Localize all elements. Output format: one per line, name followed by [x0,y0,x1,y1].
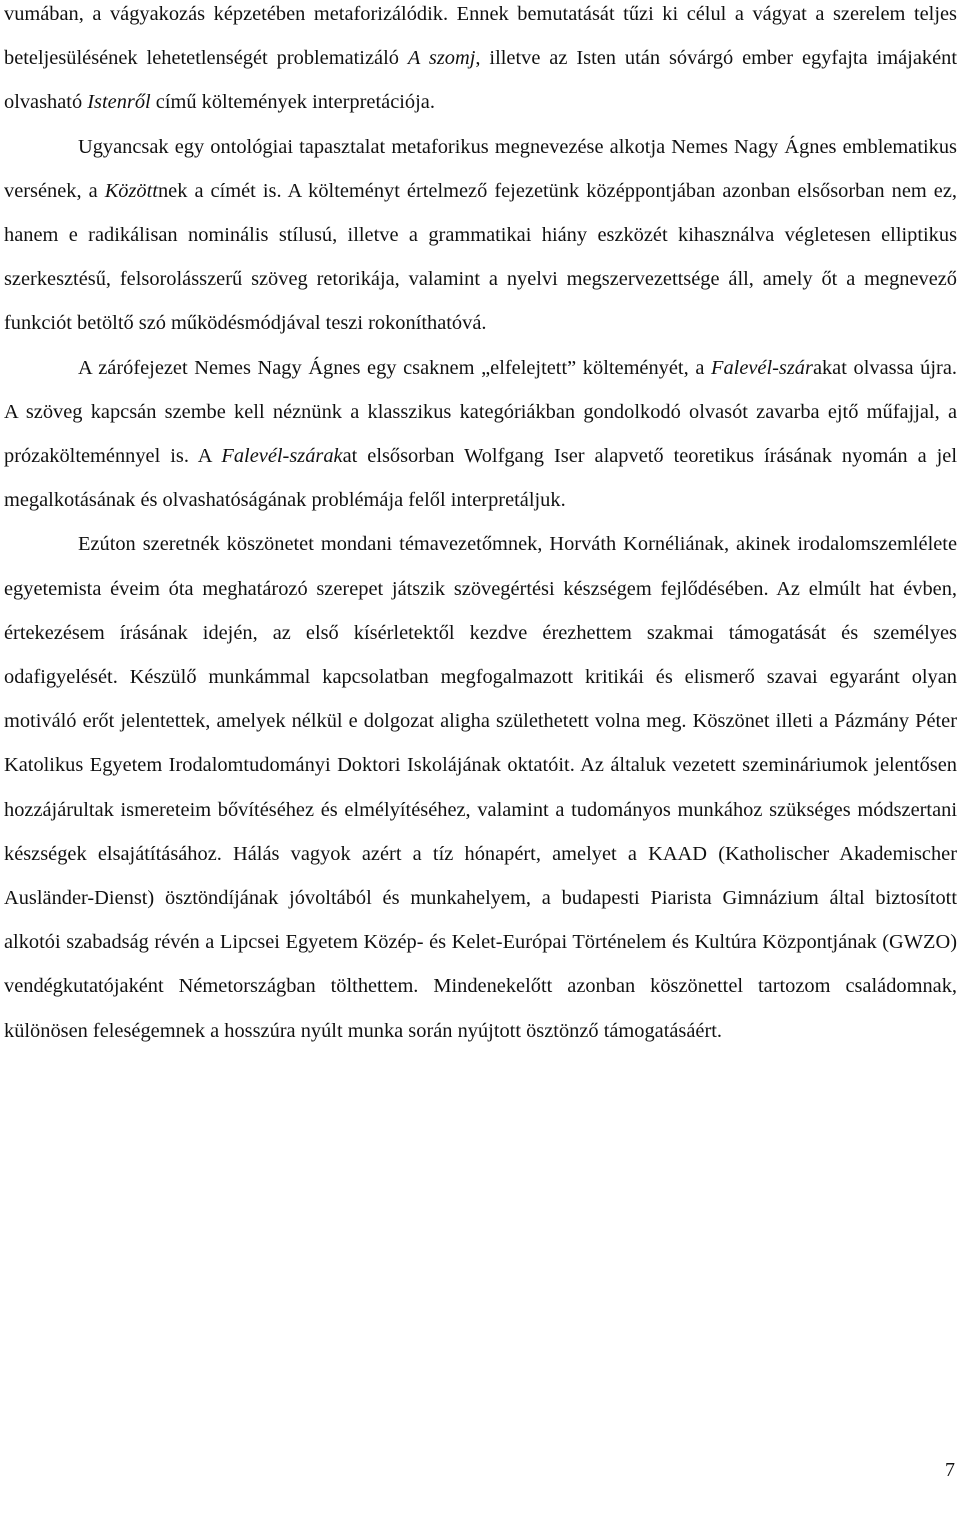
title-kozott: Között [104,179,158,202]
text-segment: , illetve az Isten után sóvárgó ember egyfajta imájaként olvasható [4,47,957,114]
document-body [4,0,957,1053]
paragraph-falevel-szarak [4,346,957,523]
page-number: 7 [945,1459,955,1481]
text-segment: című költemények interpretációja. [150,91,435,114]
text-segment: Ugyancsak egy ontológiai tapasztalat metaforikus megnevezése alkotja Nemes Nagy Ágnes emblematikus versének, a [4,135,957,202]
paragraph-acknowledgements [4,522,957,1052]
title-a-szomj: A szomj [407,47,476,70]
text-segment: A zárófejezet Nemes Nagy Ágnes egy csaknem „elfelejtett” költeményét, a [78,356,711,379]
title-falevel-szarak: Falevél-szárak [221,445,343,468]
text-segment: at elsősorban Wolfgang Iser alapvető teoretikus írásának nyomán a jel megalkotásának és olvashatóságának problémája felől interpretáljuk. [4,445,957,512]
paragraph-intro-continuation [4,0,957,125]
text-segment: akat olvassa újra. A szöveg kapcsán szembe kell néznünk a klasszikus kategóriákban gondolkodó olvasót zavarba ejtő műfajjal, a prózakölteménnyel is. A [4,356,957,468]
paragraph-kozott [4,125,957,346]
text-segment: Ezúton szeretnék köszönetet mondani témavezetőmnek, Horváth Kornéliának, akinek irodalomszemlélete egyetemista éveim óta meghatározó szerepet játszik szövegértési készségem fejlődésében. Az elmúlt hat évben, értekezésem írásának idején, az első kísérletektől kezdve érezhettem szakmai támogatását és személyes odafigyelését. Készülő munkámmal kapcsolatban megfogalmazott kritikái és elismerő szavai egyaránt olyan motiváló erőt jelentettek, amelyek nélkül e dolgozat aligha születhetett volna meg. Köszönet illeti a Pázmány Péter Katolikus Egyetem Irodalomtudományi Doktori Iskolájának oktatóit. Az általuk vezetett szemináriumok jelentősen hozzájárultak ismereteim bővítéséhez és elmélyítéséhez, valamint a tudományos munkához szükséges módszertani készségek elsajátításához. Hálás vagyok azért a tíz hónapért, amelyet a KAAD (Katholischer Akademischer Ausländer-Dienst) ösztöndíjának jóvoltából és munkahelyem, a budapesti Piarista Gimnázium által biztosított alkotói szabadság révén a Lipcsei Egyetem Közép- és Kelet-Európai Történelem és Kultúra Központjának (GWZO) vendégkutatójaként Németországban tölthettem. Mindenekelőtt azonban köszönettel tartozom családomnak, különösen feleségemnek a hosszúra nyúlt munka során nyújtott ösztönző támogatásáért. [4,533,957,1042]
title-istenrol: Istenről [87,91,151,114]
text-segment: nek a címét is. A költeményt értelmező fejezetünk középpontjában azonban elsősorban nem ez, hanem e radikálisan nominális stílusú, illetve a grammatikai hiány eszközét kihasználva végletesen elliptikus szerkesztésű, felsorolásszerű szöveg retorikája, valamint a nyelvi megszervezettsége áll, amely őt a megnevező funkciót betöltő szó működésmódjával teszi rokoníthatóvá. [4,179,957,335]
text-segment: vumában, a vágyakozás képzetében metaforizálódik. Ennek bemutatását tűzi ki célul a vágyat a szerelem teljes beteljesülésének lehetetlenségét problematizáló [4,3,957,70]
title-falevel-szar: Falevél-szár [711,356,813,379]
